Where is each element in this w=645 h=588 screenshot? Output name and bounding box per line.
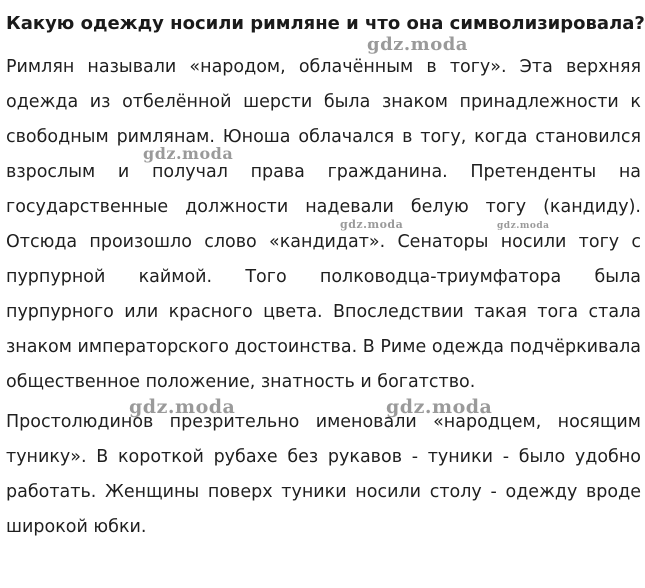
watermark: gdz.moda [367,34,468,55]
answer-paragraph-2: Простолюдинов презрительно именовали «народцем, носящим тунику». В короткой рубахе без рукавов - туники - было удобно работать. Женщины поверх туники носили столу - одежду вроде широкой юбки. [6,412,641,537]
watermark: gdz.moda [143,144,234,163]
watermark: gdz.moda [129,396,236,418]
watermark: gdz.moda [340,218,404,231]
watermark: gdz.moda [386,396,493,418]
answer-paragraph-1: Римлян называли «народом, облачённым в тогу». Эта верхняя одежда из отбелённой шерсти была знаком принадлежности к свободным римлянам. Юноша облачался в тогу, когда становился взрослым и получал права гражданина. Претенденты на государственные должности надевали белую тогу (кандиду). Отсюда произошло слово «кандидат». Сенаторы носили тогу с пурпурной каймой. Того полководца-триумфатора была пурпурного или красного цвета. Впоследствии такая тога стала знаком императорского достоинства. В Риме одежда подчёркивала общественное положение, знатность и богатство. [6,57,641,392]
watermark: gdz.moda [497,221,550,231]
question-title: Какую одежду носили римляне и что она символизировала? [6,13,645,34]
